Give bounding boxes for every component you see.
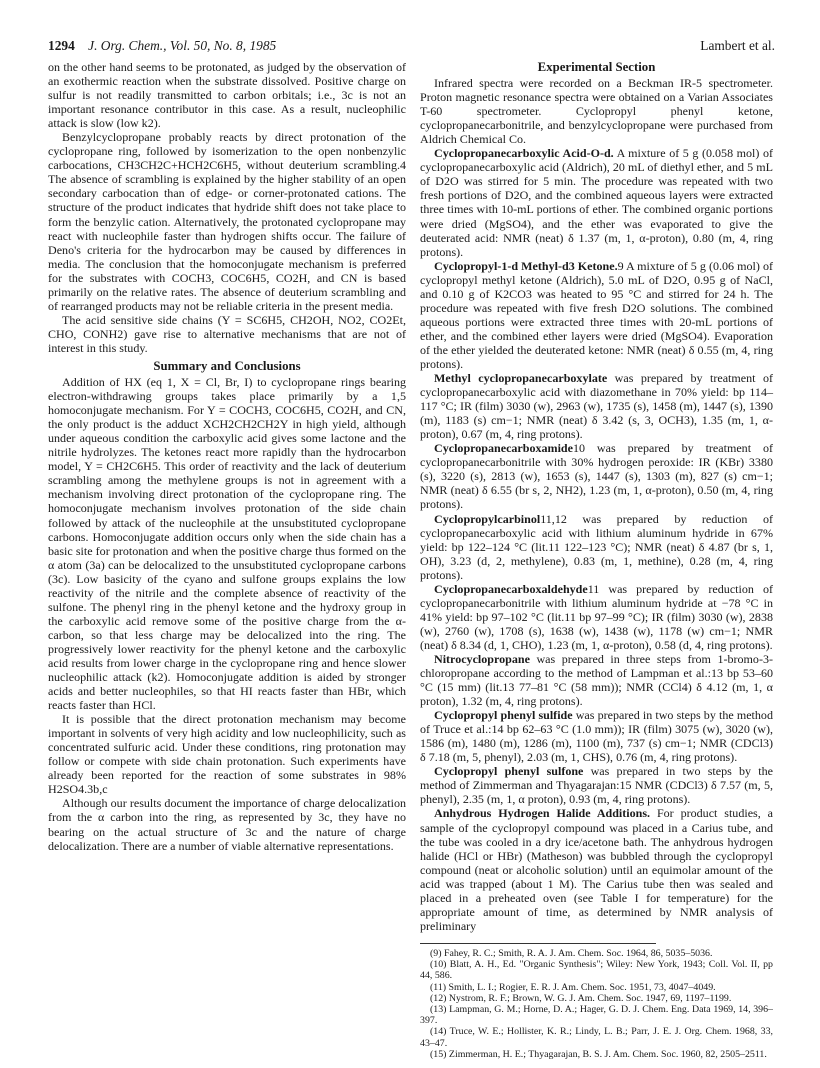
paragraph — [420, 146, 773, 258]
compound-heading: Cyclopropyl phenyl sulfide — [434, 708, 573, 723]
footnotes — [420, 948, 773, 1060]
footnote: (11) Smith, L. I.; Rogier, E. R. J. Am. Chem. Soc. 1951, 73, 4047–4049. — [430, 981, 716, 993]
paragraph-text: was prepared in two steps by the method of Zimmerman and Thyagarajan:15 NMR (CDCl3) δ 7.57 (m, 5, phenyl), 2.35 (m, 1, α proton), 0.93 (m, 4, ring protons). — [420, 764, 773, 807]
compound-heading: Cyclopropanecarboxaldehyde — [434, 581, 588, 596]
paragraph: Addition of HX (eq 1, X = Cl, Br, I) to cyclopropane rings bearing electron-withdrawing groups takes place primarily by a 1,5 homoconjugate mechanism. For Y = COCH3, COC6H5, CO2H, and CN, the only product is the adduct XCH2CH2CH2Y in high yield, although under aqueous condition the carboxylic acid gives some lactone and the nitrile hydrolyzes. The ketones react more rapidly than the hydrocarbon model, Y = CH2C6H5. This order of reactivity and the lack of deuterium scrambling among the methylene groups is not in agreement with a mechanism involving direct protonation of the cyclopropane ring. The homoconjugate mechanism involves protonation of the side chain followed by attack of the nucleophile at the unsubstituted cyclopropane carbons. Homoconjugate addition occurs only when the side chain has a basic site for protonation and when the positive charge thus formed on the α atom (3a) can be delocalized to the unsubstituted cyclopropane carbons (3c). Low basicity of the cyano and sulfone groups explains the low reactivity of the nitrile and the complete absence of reactivity of the sulfone. The phenyl ring in the phenyl ketone and the hydroxy group in the carboxylic acid remove some of the positive charge from the α-carbon, so that less charge may be delocalized into the ring. The progressively lower reactivity for the phenyl ketone and the carboxylic acid results from lower charge in the cyclopropane ring and hence slower nucleophilic attack (k2). Homoconjugate addition is aided by stronger acids and better nucleophiles, so that HI reacts faster than HBr, which reacts faster than HCl. — [48, 375, 406, 713]
paragraph — [420, 512, 773, 582]
paragraph-text: A mixture of 5 g (0.058 mol) of cyclopropanecarboxylic acid (Aldrich), 20 mL of diethyl ether, and 5 mL of D2O was stirred for 5 min. The procedure was repeated with two fresh portions of D2O, and the combined aqueous layers were extracted three times with 10-mL portions of ether. The combined organic portions were dried (MgSO4), and the ether was evaporated to give the deuterated acid: NMR (neat) δ 1.37 (m, 1, α-proton), 0.80 (m, 4, ring protons). — [420, 146, 773, 259]
running-authors: Lambert et al. — [700, 38, 775, 53]
compound-heading: Cyclopropyl-1-d Methyl-d3 Ketone. — [434, 258, 618, 273]
paragraph-text: 11,12 was prepared by reduction of cyclopropanecarboxylic acid with lithium aluminum hydride in 67% yield: bp 122–124 °C (lit.11 122–123 °C); NMR (neat) δ 4.87 (br s, 1, OH), 3.23 (d, 2, methylene), 0.83 (m, 1, methine), 0.28 (m, 4, ring protons). — [420, 511, 773, 582]
footnote-divider — [420, 943, 656, 944]
page-header — [48, 38, 775, 58]
paragraph-text: For product studies, a sample of the cyclopropyl compound was placed in a Carius tube, and the tube was cooled in a dry ice/acetone bath. The anhydrous hydrogen halide (HCl or HBr) (Matheson) was bubbled through the cyclopropyl compound (neat or alcoholic solution) until an equimolar amount of the acid was trapped (about 1 M). The Carius tube then was sealed and placed in a preheated oven (see Table I for temperature) for the appropriate amount of time, as determined by NMR analysis of preliminary — [420, 806, 773, 933]
compound-heading: Anhydrous Hydrogen Halide Additions. — [434, 806, 651, 821]
paragraph-text: 11 was prepared by reduction of cyclopropanecarbonitrile with lithium aluminum hydride at −78 °C in 41% yield: bp 97–102 °C (lit.11 bp 97–99 °C); IR (film) 3030 (w), 2838 (w), 2760 (w), 1708 (s), 1638 (w), 1438 (w), 1178 (w) cm−1; NMR (neat) δ 8.34 (d, 1, CHO), 1.23 (m, 1, α-proton), 0.58 (d, 4, ring protons). — [420, 581, 773, 652]
compound-heading: Methyl cyclopropanecarboxylate — [434, 371, 608, 386]
paragraph: on the other hand seems to be protonated, as judged by the observation of an exothermic reaction when the substrate dissolved. Positive charge on sulfur is not readily transmitted to carbon orbitals; i.e., 3c is not an important resonance contributor in this case. As a result, nucleophilic attack is slow (low k2). — [48, 60, 406, 131]
paragraph: Infrared spectra were recorded on a Beckman IR-5 spectrometer. Proton magnetic resonance spectra were obtained on a Varian Associates T-60 spectrometer. Cyclopropyl phenyl ketone, cyclopropanecarbonitrile, and benzylcyclopropane were purchased from Aldrich Chemical Co. — [420, 76, 773, 147]
right-column — [420, 60, 773, 1060]
section-heading-experimental: Experimental Section — [537, 60, 656, 74]
paragraph — [420, 582, 773, 652]
paragraph: It is possible that the direct protonation mechanism may become important in solvents of very high acidity and low nucleophilicity, such as concentrated sulfuric acid. Under these conditions, ring protonation may follow or compete with side chain protonation. Such experiments have already been reported for the reaction of some substrates in 98% H2SO4.3b,c — [48, 712, 406, 797]
paragraph — [420, 708, 773, 764]
paragraph — [420, 764, 773, 806]
footnote: (10) Blatt, A. H., Ed. "Organic Synthesis"; Wiley: New York, 1943; Coll. Vol. II, pp 44, 586. — [420, 959, 773, 982]
section-heading-summary: Summary and Conclusions — [153, 358, 301, 373]
journal-citation: J. Org. Chem., Vol. 50, No. 8, 1985 — [88, 38, 277, 53]
footnote: (13) Lampman, G. M.; Horne, D. A.; Hager, G. D. J. Chem. Eng. Data 1969, 14, 396–397. — [420, 1003, 773, 1027]
paragraph-text: 10 was prepared by treatment of cyclopropanecarbonitrile with 30% hydrogen peroxide: IR (KBr) 3380 (s), 3220 (s), 2813 (w), 1653 (s), 1447 (s), 1303 (m), 827 (s) cm−1; NMR (neat) δ 6.55 (br s, 2, NH2), 1.23 (m, 1, α-proton), 0.50 (m, 4, ring protons). — [420, 441, 773, 512]
compound-heading: Cyclopropylcarbinol — [434, 511, 541, 526]
paragraph — [420, 806, 773, 932]
paragraph-text: was prepared by treatment of cyclopropanecarboxylic acid with diazomethane in 70% yield: bp 114–117 °C; IR (film) 3030 (w), 2963 (w), 1735 (s), 1458 (m), 1447 (s), 1390 (m), 1183 (s) cm−1; NMR (neat) δ 3.42 (s, 3, OCH3), 1.35 (m, 1, α-proton), 0.67 (m, 4, ring protons). — [420, 371, 773, 442]
page-number: 1294 — [48, 38, 75, 53]
compound-heading: Cyclopropyl phenyl sulfone — [434, 764, 584, 779]
footnote: (14) Truce, W. E.; Hollister, K. R.; Lindy, L. B.; Parr, J. E. J. Org. Chem. 1968, 33, 43–47. — [420, 1026, 773, 1049]
paragraph-text: 9 A mixture of 5 g (0.06 mol) of cyclopropyl methyl ketone (Aldrich), 5.0 mL of D2O, 0.95 g of NaCl, and 0.10 g of K2CO3 was heated to 95 °C and stirred for 24 h. The procedure was repeated with five fresh D2O solutions. The combined aqueous portions were extracted three times with 20-mL portions of ether, and the combined ether layers were dried (MgSO4). Evaporation of the ether yielded the deuterated ketone: NMR (neat) δ 0.55 (m, 4, ring protons). — [420, 258, 774, 371]
paragraph — [420, 371, 773, 441]
compound-heading: Cyclopropanecarboxamide — [434, 441, 573, 456]
paragraph-text: was prepared in three steps from 1-bromo-3-chloropropane according to the method of Lampman et al.:13 bp 53–60 °C (15 mm) (lit.13 77–81 °C (58 mm)); NMR (CCl4) δ 4.12 (m, 1, α proton), 1.32 (m, 4, ring protons). — [420, 651, 773, 709]
paragraph-text: was prepared in two steps by the method of Truce et al.:14 bp 62–63 °C (1.0 mm)); IR (film) 3075 (w), 3020 (w), 1586 (m), 1480 (m), 1286 (m), 1100 (m), 737 (s) cm−1; NMR (CDCl3) δ 7.18 (m, 5, phenyl), 2.03 (m, 1, CHS), 0.76 (m, 4, ring protons). — [420, 708, 773, 765]
paragraph: Benzylcyclopropane probably reacts by direct protonation of the cyclopropane ring, followed by isomerization to the open nonbenzylic carbocations, CH3CH2C+HCH2C6H5, without deuterium scrambling.4 The absence of scrambling is explained by the higher stability of an open secondary carbocation than of edge- or corner-protonated cations. The structure of the product indicates that hydride shift does not take place to form the benzylic cation. Alternatively, the protonated cyclopropane may react with nucleophile faster than hydrogen shifts occur. The failure of Deno's criteria for the hydrocarbon may be caused by differences in media. The conclusion that the homoconjugate mechanism is preferred for the substrates with COCH3, COC6H5, CO2H, and CN is based primarily on the relative rates. The absence of deuterium scrambling and of rearranged products may not be reliable criteria in the present media. — [48, 130, 406, 313]
paragraph: The acid sensitive side chains (Y = SC6H5, CH2OH, NO2, CO2Et, CHO, CONH2) gave rise to alternative mechanisms that are not of interest in this study. — [48, 312, 406, 355]
compound-heading: Nitrocyclopropane — [434, 651, 530, 666]
footnote: (12) Nystrom, R. F.; Brown, W. G. J. Am. Chem. Soc. 1947, 69, 1197–1199. — [430, 992, 732, 1004]
paragraph — [420, 259, 773, 371]
header-left — [48, 38, 276, 54]
footnote: (15) Zimmerman, H. E.; Thyagarajan, B. S. J. Am. Chem. Soc. 1960, 82, 2505–2511. — [430, 1048, 767, 1060]
paragraph — [420, 652, 773, 708]
left-column — [48, 60, 406, 853]
paragraph — [420, 441, 773, 511]
paragraph: Although our results document the importance of charge delocalization from the α carbon into the ring, as represented by 3c, they have no bearing on the actual structure of 3c and the nature of charge delocalization. There are a number of viable alternative representations. — [48, 796, 406, 853]
footnote: (9) Fahey, R. C.; Smith, R. A. J. Am. Chem. Soc. 1964, 86, 5035–5036. — [430, 947, 713, 959]
compound-heading: Cyclopropanecarboxylic Acid-O-d. — [434, 146, 614, 161]
